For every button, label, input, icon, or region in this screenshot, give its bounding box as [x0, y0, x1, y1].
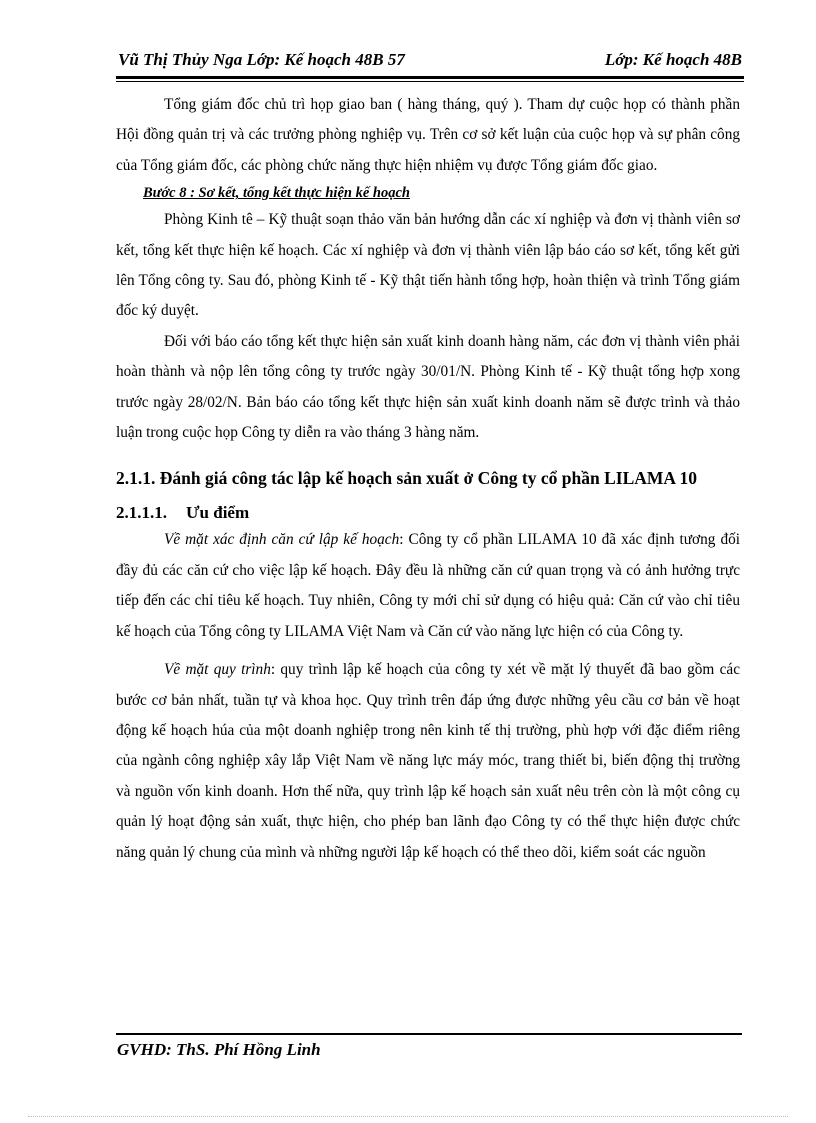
- paragraph-meeting: Tổng giám đốc chủ trì họp giao ban ( hàng tháng, quý ). Tham dự cuộc họp có thành phần Hội đồng quản trị và các trưởng phòng nghiệp vụ. Trên cơ sở kết luận của cuộc họp và sự phân công của Tổng giám đốc, các phòng chức năng thực hiện nhiệm vụ được Tổng giám đốc giao.: [116, 96, 740, 174]
- paragraph-text: : quy trình lập kế hoạch của công ty xét về mặt lý thuyết đã bao gồm các bước cơ bản nhất, tuần tự và khoa học. Quy trình trên đáp ứng được những yêu cầu cơ bản về hoạt động kế hoạch húa của một doanh nghiệp trong nên kinh tế thị trường, phù hợp với đặc điểm riêng của ngành công nghiệp xây lắp Việt Nam về năng lực máy móc, trang thiết bi, biến động thị trường và nguồn vốn kinh doanh. Hơn thế nữa, quy trình lập kế hoạch sản xuất nêu trên còn là một công cụ quản lý hoạt động sản xuất, thực hiện, cho phép ban lãnh đạo Công ty có thể thực hiện được chức năng quản lý chung của mình và những người lập kế hoạch có thể theo dõi, kiểm soát các nguồn: [116, 661, 740, 861]
- step-8-title: Bước 8 : Sơ kết, tổng kết thực hiện kế hoạch: [143, 185, 410, 202]
- section-heading: 2.1.1. Đánh giá công tác lập kế hoạch sản xuất ở Công ty cổ phần LILAMA 10: [116, 468, 697, 489]
- header-class: Lớp: Kế hoạch 48B: [604, 50, 742, 69]
- paragraph-annual-report: Đối với báo cáo tổng kết thực hiện sản xuất kinh doanh hàng năm, các đơn vị thành viên phải hoàn thành và nộp lên tổng công ty trước ngày 30/01/N. Phòng Kinh tế - Kỹ thuật tổng hợp xong trước ngày 28/02/N. Bản báo cáo tổng kết thực hiện sản xuất kinh doanh năm sẽ được trình và thảo luận trong cuộc họp Công ty diễn ra vào tháng 3 hàng năm.: [116, 332, 740, 442]
- footer-supervisor: GVHD: ThS. Phí Hồng Linh: [117, 1040, 321, 1059]
- page-header: [116, 46, 746, 74]
- subsection-number: 2.1.1.1.: [116, 503, 167, 523]
- footer-rule: [116, 1033, 742, 1035]
- header-rule-thick: [116, 76, 744, 79]
- page-body: [116, 90, 740, 868]
- paragraph-process: [116, 655, 740, 868]
- paragraph-text: : Công ty cổ phần LILAMA 10 đã xác định tương đối đầy đủ các căn cứ cho việc lập kế hoạch. Đây đều là những căn cứ quan trọng và có ảnh hưởng trực tiếp đến các chỉ tiêu kế hoạch. Tuy nhiên, Công ty mới chỉ sử dụng có hiệu quả: Căn cứ vào chỉ tiêu kế hoạch của Tổng công ty LILAMA Việt Nam và Căn cứ vào năng lực hiện có của Công ty.: [116, 531, 740, 640]
- header-author-class: Vũ Thị Thủy Nga Lớp: Kế hoạch 48B 57: [118, 50, 405, 69]
- paragraph-lead-italic: Về mặt xác định căn cứ lập kế hoạch: [164, 531, 400, 549]
- page-edge: [28, 1116, 788, 1117]
- subsection-heading: [116, 501, 740, 525]
- paragraph-lead-italic: Về mặt quy trình: [164, 661, 271, 679]
- paragraph-gap: [116, 647, 740, 655]
- subsection-title: Ưu điểm: [186, 503, 250, 523]
- header-rule-thin: [116, 81, 744, 82]
- paragraph-summary-guidance: Phòng Kinh tê – Kỹ thuật soạn thảo văn bản hướng dẫn các xí nghiệp và đơn vị thành viên sơ kết, tổng kết thực hiện kế hoạch. Các xí nghiệp và đơn vị thành viên lập báo cáo sơ kết, tổng kết gửi lên Tổng công ty. Sau đó, phòng Kinh tế - Kỹ thật tiến hành tổng hợp, hoàn thiện và trình Tổng giám đốc ký duyệt.: [116, 211, 740, 320]
- paragraph-planning-basis: [116, 525, 740, 647]
